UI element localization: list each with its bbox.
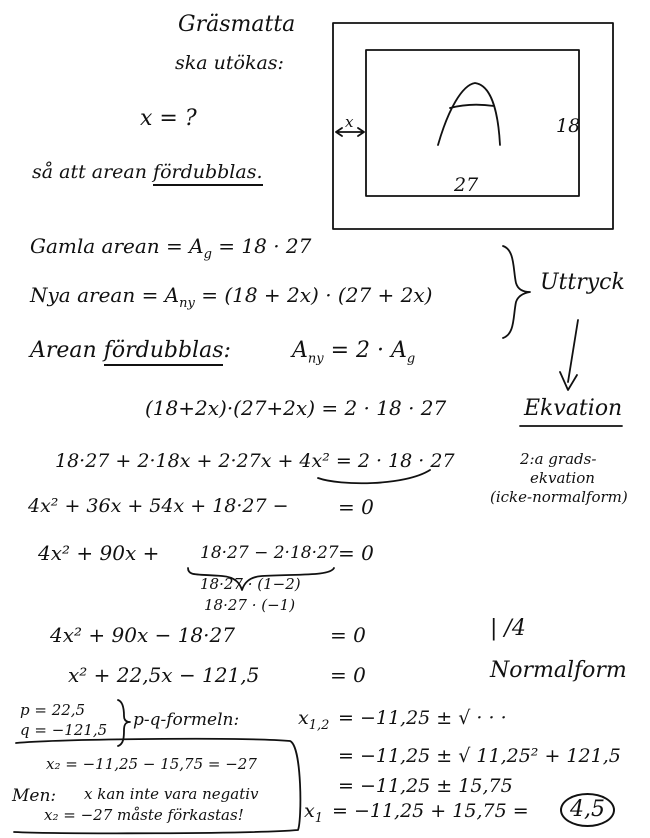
step-3-sub-2: 18·27 · (−1) xyxy=(204,596,296,614)
pq-x12 xyxy=(298,709,329,732)
uttryck-brace xyxy=(503,246,530,338)
step-1-note-2: ekvation xyxy=(530,469,595,487)
pq-x1-var: x xyxy=(304,800,315,822)
pq-x1-sub: 1 xyxy=(314,810,323,826)
old-area-text: Gamla arean = A xyxy=(30,234,204,258)
pq-result-4: = −11,25 + 15,75 = xyxy=(332,800,529,822)
pq-q: q = −121,5 xyxy=(20,721,108,739)
doubling-eq-rest: = 2 · A xyxy=(330,338,407,363)
condition-prefix: så att arean xyxy=(32,161,147,183)
subtitle: ska utökas: xyxy=(175,52,284,74)
pq-p: p = 22,5 xyxy=(20,701,86,719)
uttryck-note: Uttryck xyxy=(540,270,625,295)
doubling-prefix: Arean xyxy=(30,338,97,363)
new-area-sub: ny xyxy=(179,296,195,311)
pq-x12-var: x xyxy=(298,707,309,729)
doubling-word: fördubblas xyxy=(104,338,224,366)
rejection-line-1: x kan inte vara negativ xyxy=(84,785,259,803)
equation-line: (18+2x)·(27+2x) = 2 · 18 · 27 xyxy=(145,396,447,420)
step-1-note-1: 2:a grads- xyxy=(520,450,597,468)
pq-label: p-q-formeln: xyxy=(133,710,240,730)
rejection-line-2: x₂ = −27 måste förkastas! xyxy=(44,806,244,824)
pq-x12-sub: 1,2 xyxy=(308,717,330,733)
answer-circled: 4,5 xyxy=(560,793,615,827)
figure-label-x: x xyxy=(345,113,354,131)
step-5: x² + 22,5x − 121,5 xyxy=(68,663,260,687)
condition-word: fördubblas. xyxy=(153,161,262,186)
new-area-rest: = (18 + 2x) · (27 + 2x) xyxy=(201,283,433,307)
question: x = ? xyxy=(140,106,197,131)
old-area-rest: = 18 · 27 xyxy=(218,234,312,258)
step-2-rest: = 0 xyxy=(338,495,374,519)
ekvation-note: Ekvation xyxy=(524,396,623,421)
down-arrow xyxy=(560,320,578,390)
title: Gräsmatta xyxy=(178,12,296,37)
step-5-note: Normalform xyxy=(490,658,627,683)
step-5-rest: = 0 xyxy=(330,663,366,687)
rejection-men: Men: xyxy=(12,786,57,806)
rejection-x2: x₂ = −11,25 − 15,75 = −27 xyxy=(46,755,257,773)
new-area-text: Nya arean = A xyxy=(30,283,180,307)
old-area-line xyxy=(30,236,311,261)
doubling-eq-sub2: g xyxy=(406,351,416,367)
pq-result-1: = −11,25 ± √ · · · xyxy=(338,707,507,729)
step-3-sub-1: 18·27 · (1−2) xyxy=(200,575,301,593)
old-area-sub: g xyxy=(203,247,212,262)
step-3-rest: = 0 xyxy=(338,541,374,565)
doubling-eq-sub: ny xyxy=(307,351,324,367)
step-3-group: 18·27 − 2·18·27 xyxy=(200,543,339,563)
figure-label-side: 18 xyxy=(556,115,581,137)
pq-x1 xyxy=(304,802,323,825)
step-4-rest: = 0 xyxy=(330,623,366,647)
figure-label-bottom: 27 xyxy=(454,174,479,196)
step-3: 4x² + 90x + xyxy=(38,541,160,565)
doubling-colon: : xyxy=(223,338,231,363)
step-2: 4x² + 36x + 54x + 18·27 − xyxy=(28,495,289,517)
step-1: 18·27 + 2·18x + 2·27x + 4x² = 2 · 18 · 27 xyxy=(55,450,455,472)
pq-result-2: = −11,25 ± √ 11,25² + 121,5 xyxy=(338,745,621,767)
new-area-line xyxy=(30,285,432,310)
step-4: 4x² + 90x − 18·27 xyxy=(50,623,235,647)
doubling-line xyxy=(30,340,231,362)
step-4-note: | /4 xyxy=(490,616,526,641)
condition-text xyxy=(32,163,263,182)
pq-result-3: = −11,25 ± 15,75 xyxy=(338,775,513,797)
doubling-equation xyxy=(292,340,415,365)
doubling-eq-a: A xyxy=(292,338,308,363)
step-1-note-3: (icke-normalform) xyxy=(490,488,628,506)
